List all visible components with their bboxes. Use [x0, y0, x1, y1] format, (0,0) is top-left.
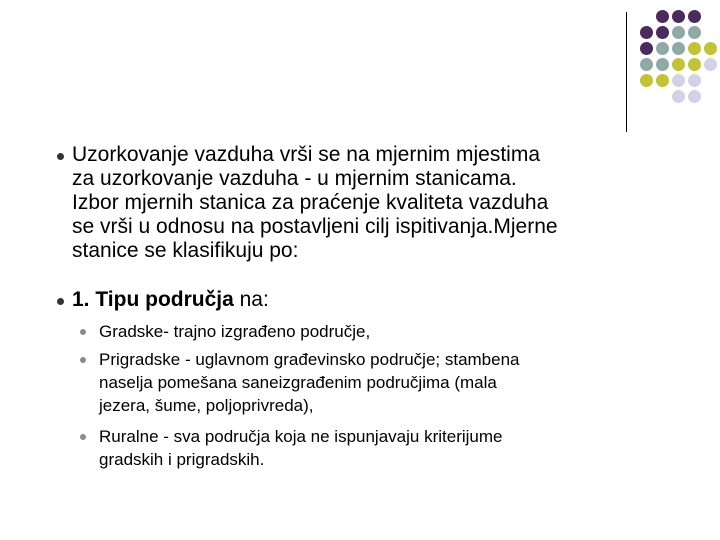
subbullet-line: naselja pomešana saneizgrađenim područjima (mala [99, 373, 497, 392]
decorative-dot [672, 10, 685, 23]
subbullet-dot-icon [80, 357, 86, 363]
subbullet-line: jezera, šume, poljoprivreda), [99, 396, 314, 415]
decorative-dot [656, 58, 669, 71]
decorative-dot [688, 10, 701, 23]
bullet-dot-icon [57, 298, 64, 305]
decorative-dot [672, 74, 685, 87]
subbullet-line: Gradske- trajno izgrađeno područje, [99, 322, 371, 341]
subbullet-line: Prigradske - uglavnom građevinsko područje; stambena [99, 350, 520, 369]
decorative-dot [688, 26, 701, 39]
subbullet-item-2 [99, 348, 659, 417]
decorative-dot [688, 74, 701, 87]
subbullet-item-1 [99, 320, 659, 343]
decorative-dot [688, 42, 701, 55]
bullet-line: Izbor mjernih stanica za praćenje kvaliteta vazduha [72, 191, 549, 214]
bullet-line: za uzorkovanje vazduha - u mjernim stanicama. [72, 167, 517, 190]
bullet-text: na: [233, 288, 269, 311]
decorative-dot [640, 42, 653, 55]
bullet-dot-icon [57, 153, 64, 160]
subbullet-item-3 [99, 425, 659, 471]
decorative-dot [656, 26, 669, 39]
bullet-line: Uzorkovanje vazduha vrši se na mjernim mjestima [72, 143, 540, 166]
decorative-dot [704, 42, 717, 55]
bullet-bold-text: 1. Tipu područja [72, 288, 234, 311]
bullet-line: se vrši u odnosu na postavljeni cilj ispitivanja.Mjerne [72, 215, 558, 238]
decorative-vertical-line [626, 12, 627, 132]
decorative-dot [640, 58, 653, 71]
decorative-dot [640, 26, 653, 39]
bullet-item-1 [72, 143, 672, 263]
bullet-item-2 [72, 288, 672, 312]
subbullet-dot-icon [80, 434, 86, 440]
decorative-dot [688, 90, 701, 103]
decorative-dot [672, 90, 685, 103]
subbullet-dot-icon [80, 329, 86, 335]
decorative-dot [656, 74, 669, 87]
decorative-dot [688, 58, 701, 71]
decorative-dot [672, 26, 685, 39]
subbullet-line: gradskih i prigradskih. [99, 450, 265, 469]
decorative-dot [672, 42, 685, 55]
decorative-dot [656, 10, 669, 23]
decorative-dot [656, 42, 669, 55]
decorative-dot-grid [640, 10, 720, 120]
subbullet-line: Ruralne - sva područja koja ne ispunjavaju kriterijume [99, 427, 503, 446]
decorative-dot [704, 58, 717, 71]
decorative-dot [672, 58, 685, 71]
decorative-dot [640, 74, 653, 87]
bullet-line: stanice se klasifikuju po: [72, 239, 299, 262]
